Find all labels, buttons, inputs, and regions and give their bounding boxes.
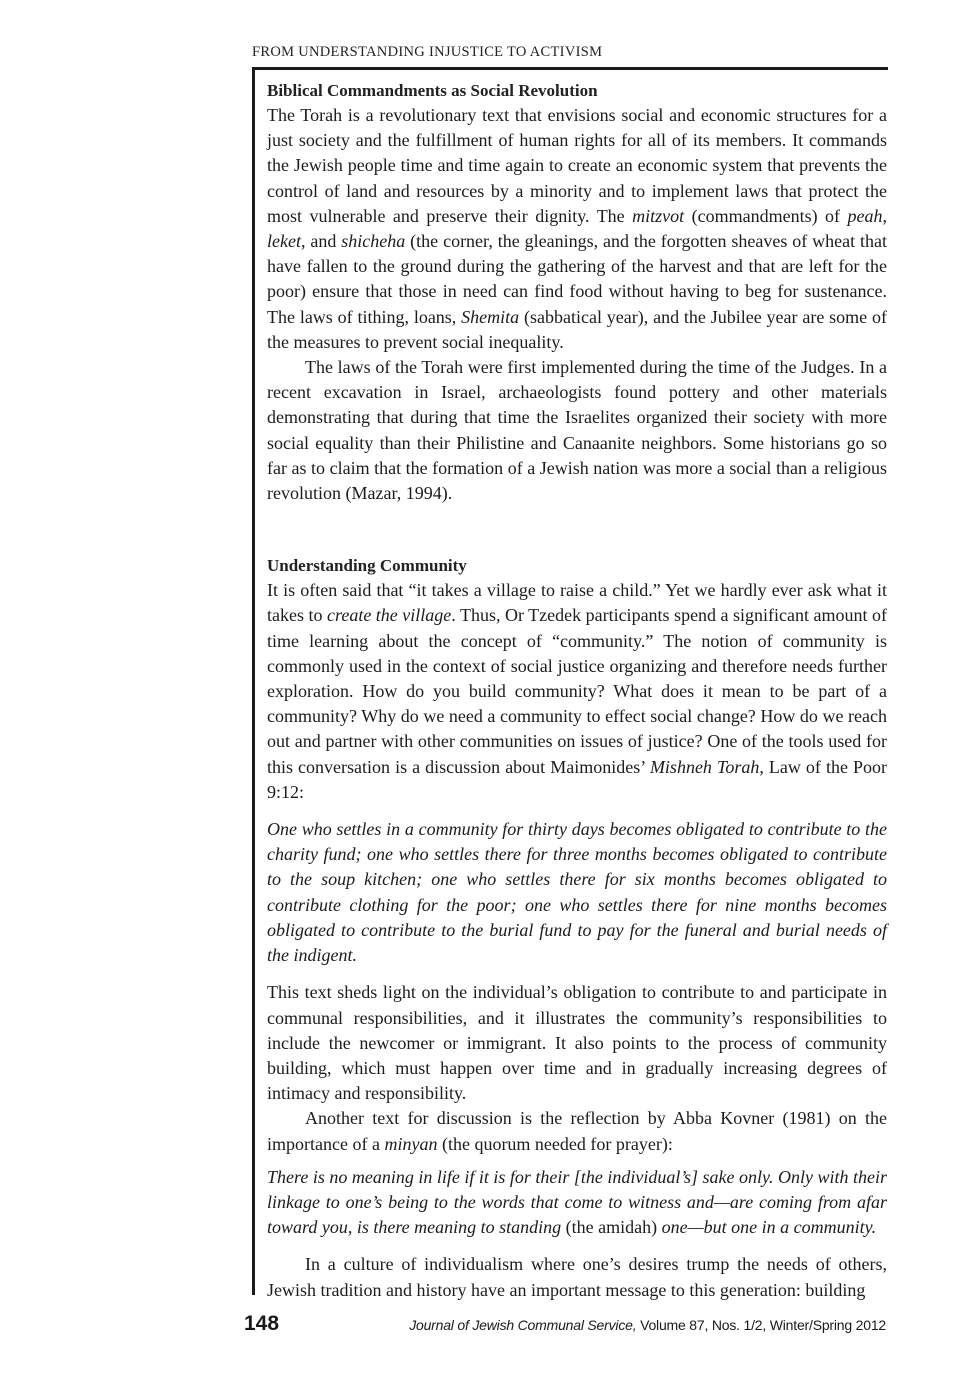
paragraph-judges: The laws of the Torah were first implemented during the time of the Judges. In a recent excavation in Israel, archaeologists found pottery and other materials demonstrating that during that time the Israelites organized their society with more social equality than their Philistine and Canaanite neighbors. Some historians go so far as to claim that the formation of a Jewish nation was more a social than a religious revolution (Mazar, 1994). (267, 357, 887, 504)
paragraph-torah-revolution: The Torah is a revolutionary text that envisions social and economic structures for a just society and the fulfillment of human rights for all of its members. It commands the Jewish people time and time again to create an economic system that prevents the control of land and resources by a minority and to implement laws that protect the most vulnerable and preserve their dignity. The mitzvot (commandments) of peah, leket, and shicheha (the corner, the gleanings, and the forgotten sheaves of wheat that have fallen to the ground during the gathering of the harvest and that are left for the poor) ensure that those in need can find food without having to beg for sustenance. The laws of tithing, loans, Shemita (sabbatical year), and the Jubilee year are some of the measures to prevent social inequality. (267, 105, 888, 352)
journal-citation: Journal of Jewish Communal Service, Volume 87, Nos. 1/2, Winter/Spring 2012 (409, 1317, 886, 1333)
section-heading-biblical: Biblical Commandments as Social Revolution (267, 81, 598, 100)
running-head: FROM UNDERSTANDING INJUSTICE TO ACTIVISM (252, 44, 603, 60)
left-rule (252, 67, 255, 1295)
paragraph-individualism: In a culture of individualism where one’s desires trump the needs of others, Jewish tradition and history have an important message to this generation: building (267, 1254, 887, 1300)
block-quote-kovner: There is no meaning in life if it is for their [the individual’s] sake only. Only with their linkage to one’s being to the words that come to witness and—are coming from afar toward you, is there meaning to standing (the amidah) one—but one in a community. (267, 1166, 887, 1238)
article-body (267, 72, 887, 1303)
block-quote-maimonides: One who settles in a community for thirty days becomes obligated to contribute to the charity fund; one who settles there for three months becomes obligated to contribute to the soup kitchen; one who settles there for six months becomes obligated to contribute clothing for the poor; one who settles there for nine months becomes obligated to contribute to the burial fund to pay for the funeral and burial needs of the indigent. (267, 819, 887, 966)
top-rule (252, 67, 888, 70)
paragraph-village: It is often said that “it takes a village to raise a child.” Yet we hardly ever ask what it takes to create the village. Thus, Or Tzedek participants spend a significant amount of time learning about the concept of “community.” The notion of community is commonly used in the context of social justice organizing and therefore needs further exploration. How do you build community? What does it mean to be part of a community? Why do we need a community to effect social change? How do we reach out and partner with other communities on issues of justice? One of the tools used for this conversation is a discussion about Maimonides’ Mishneh Torah, Law of the Poor 9:12: (267, 580, 888, 802)
paragraph-kovner: Another text for discussion is the reflection by Abba Kovner (1981) on the importance of a minyan (the quorum needed for prayer): (267, 1108, 887, 1154)
section-heading-community: Understanding Community (267, 556, 467, 576)
page-number: 148 (244, 1312, 280, 1335)
paragraph-obligation: This text sheds light on the individual’s obligation to contribute to and participate in communal responsibilities, and it illustrates the community’s responsibilities to include the newcomer or immigrant. It also points to the process of community building, which must happen over time and in gradually increasing degrees of intimacy and responsibility. (267, 982, 887, 1104)
